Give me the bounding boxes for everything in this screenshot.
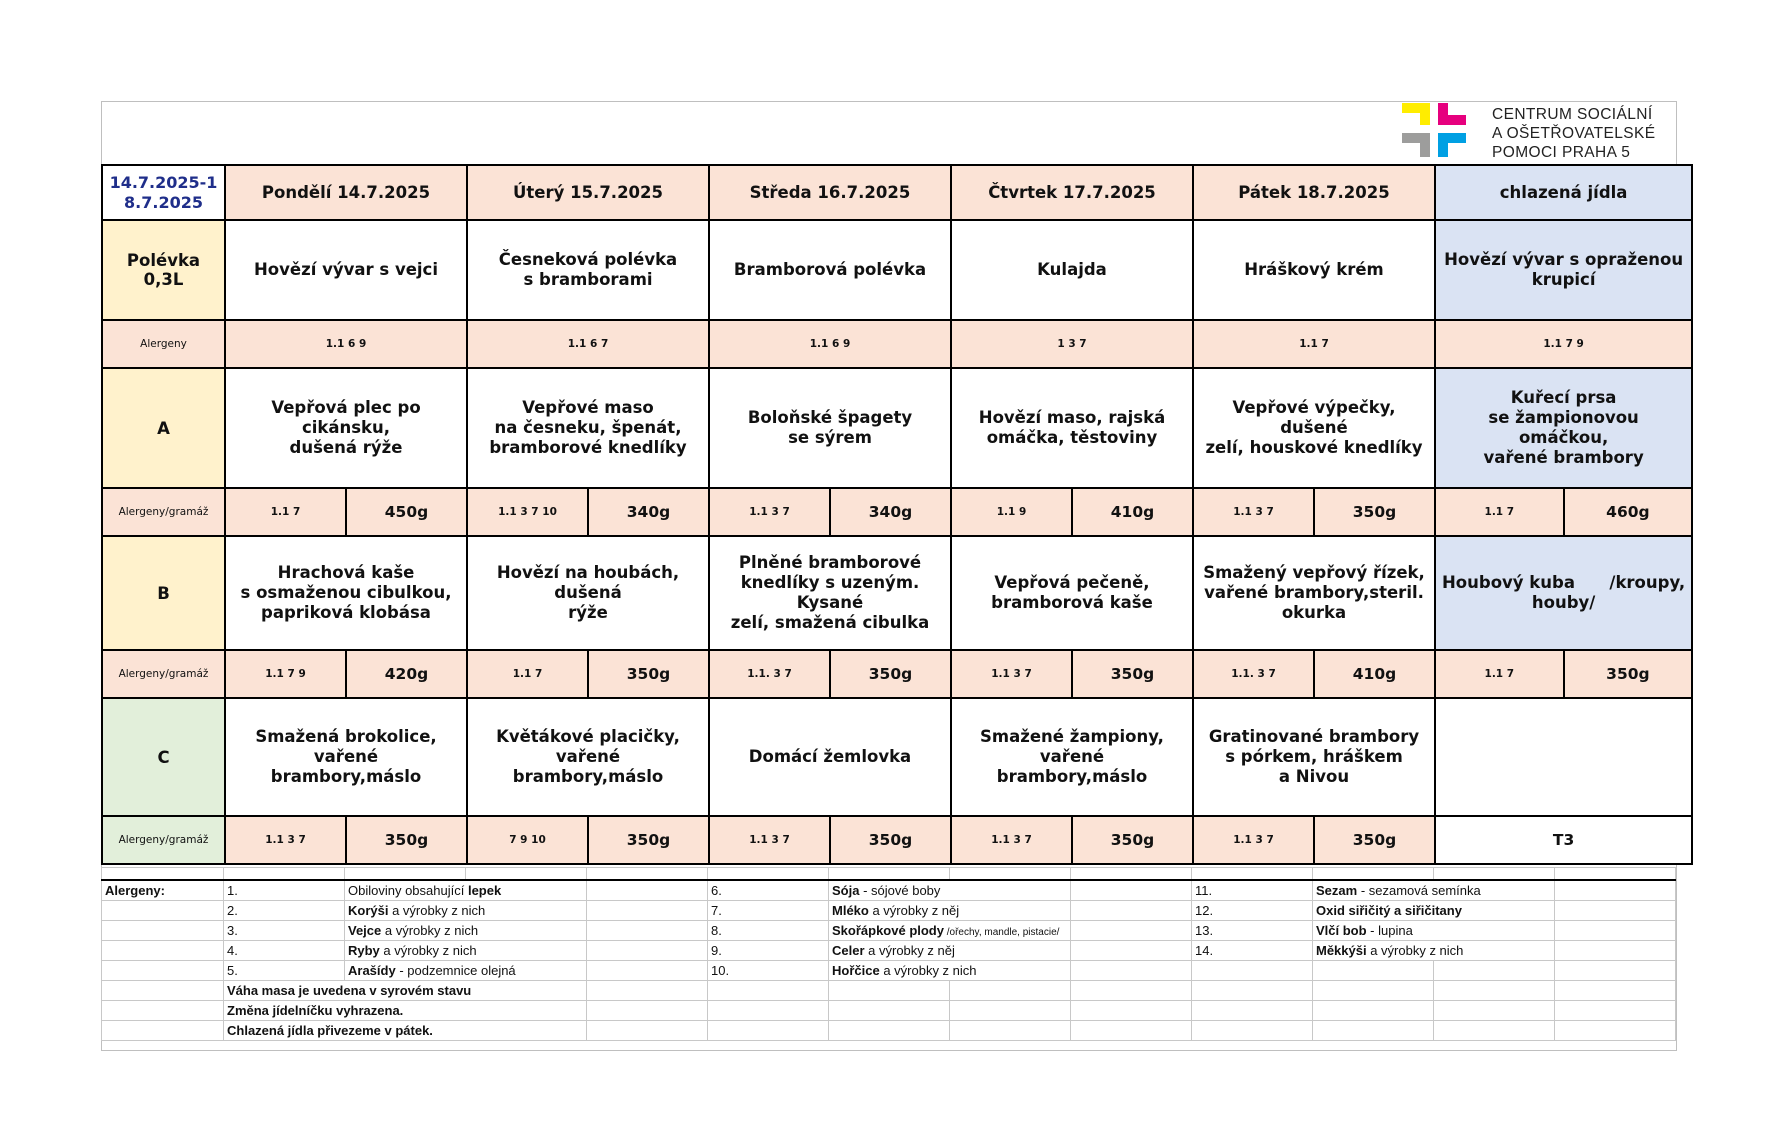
dish-line: okurka (1281, 603, 1347, 622)
dish-line: Hovězí vývar s opraženou (1444, 250, 1684, 269)
allergen-value: 1.1 3 7 (709, 816, 830, 864)
allergen-desc (345, 941, 587, 961)
allergen-value: 1.1 9 (951, 488, 1072, 536)
allergen-name: Skořápkové plody (832, 923, 944, 938)
grid-cell (1192, 1021, 1313, 1041)
gram-value: 350g (346, 816, 467, 864)
grid-cell (1555, 880, 1676, 901)
grid-cell (1555, 1001, 1676, 1021)
allergen-number: 4. (224, 941, 345, 961)
dish-line: Hrachová kaše (277, 563, 415, 582)
grid-cell (1555, 1021, 1676, 1041)
dish-line: Smažené žampiony, vařené (980, 727, 1164, 766)
gram-value: 350g (1314, 488, 1435, 536)
allergen-text: a výrobky z nich (381, 923, 479, 938)
soup-dish (225, 220, 467, 320)
allergen-number: 9. (708, 941, 829, 961)
soup-label-line-1: Polévka (126, 251, 201, 270)
meal-dish (1193, 368, 1435, 488)
allergen-number: 2. (224, 901, 345, 921)
note-cold-delivery: Chlazená jídla přivezeme v pátek. (224, 1021, 587, 1041)
dish-line: Domácí žemlovka (748, 747, 912, 766)
meal-dish (1193, 536, 1435, 650)
allergen-value: 1.1. 3 7 (1193, 650, 1314, 698)
dish-line: Hráškový krém (1244, 260, 1384, 279)
dish-line: Plněné bramborové (738, 553, 922, 572)
dish-line: Vepřové maso (522, 398, 654, 417)
allergen-name: Vejce (348, 923, 382, 938)
grid-cell (1434, 961, 1555, 981)
allergen-number: 6. (708, 880, 829, 901)
gram-value: 460g (1564, 488, 1693, 536)
grid-cell (1434, 1021, 1555, 1041)
grid-cell (102, 1021, 224, 1041)
note-row (102, 1021, 1676, 1041)
grid-cell (1071, 1021, 1192, 1041)
allergen-text: - sójové boby (859, 883, 941, 898)
grid-cell (1192, 981, 1313, 1001)
allergen-desc (829, 941, 1071, 961)
allergen-number: 3. (224, 921, 345, 941)
dish-line: s pórkem, hráškem (1225, 747, 1403, 766)
meal-b-row (102, 536, 1692, 650)
gram-value: 350g (830, 650, 951, 698)
gram-value: 450g (346, 488, 467, 536)
grid-cell (1434, 868, 1555, 881)
allergen-desc (345, 901, 587, 921)
grid-cell (587, 961, 708, 981)
allergen-value: 1.1 3 7 (951, 650, 1072, 698)
grid-cell (1071, 961, 1192, 981)
dish-line: bramborová kaše (991, 593, 1153, 612)
dish-line: s bramborami (523, 270, 653, 289)
soup-dish (1193, 220, 1435, 320)
meal-label: A (102, 368, 225, 488)
allergen-name: Korýši (348, 903, 389, 918)
grid-cell (587, 1001, 708, 1021)
note-row (102, 981, 1676, 1001)
grid-cell (587, 941, 708, 961)
allergen-text: - sezamová semínka (1357, 883, 1481, 898)
allergen-gram-label: Alergeny/gramáž (102, 816, 225, 864)
grid-cell (102, 1001, 224, 1021)
allergen-desc (1313, 880, 1555, 901)
grid-cell (1071, 1001, 1192, 1021)
legend-row (102, 901, 1676, 921)
dish-line: Hovězí maso, rajská (978, 408, 1166, 427)
allergen-value: 1.1 6 7 (467, 320, 709, 368)
dish-line: Kuřecí prsa (1510, 388, 1617, 407)
grid-cell (1555, 921, 1676, 941)
gram-value: 410g (1314, 650, 1435, 698)
allergen-text: a výrobky z nich (379, 943, 477, 958)
dish-line: zelí, smažená cibulka (730, 613, 930, 632)
dish-line: Vepřová plec po cikánsku, (271, 398, 421, 437)
allergen-number: 14. (1192, 941, 1313, 961)
meal-dish (225, 698, 467, 816)
day-header-monday: Pondělí 14.7.2025 (225, 165, 467, 220)
allergen-value: 1.1 3 7 10 (467, 488, 588, 536)
allergen-desc (345, 880, 587, 901)
allergen-name: Oxid siřičitý a siřičitany (1316, 903, 1462, 918)
legend-row (102, 880, 1676, 901)
grid-cell (587, 981, 708, 1001)
gram-value: 350g (588, 816, 709, 864)
grid-cell (1071, 901, 1192, 921)
allergen-number: 5. (224, 961, 345, 981)
grid-cell (102, 868, 224, 881)
day-header-thursday: Čtvrtek 17.7.2025 (951, 165, 1193, 220)
meal-dish (1435, 536, 1692, 650)
dish-line: Gratinované brambory (1208, 727, 1420, 746)
dish-line: se žampionovou omáčkou, (1488, 408, 1639, 447)
dish-line: rýže (568, 603, 608, 622)
meal-dish (225, 368, 467, 488)
allergen-number: 12. (1192, 901, 1313, 921)
day-header-wednesday: Středa 16.7.2025 (709, 165, 951, 220)
gram-value: 420g (346, 650, 467, 698)
allergen-name: Arašídy (348, 963, 396, 978)
grid-cell (1313, 868, 1434, 881)
allergen-text: Obiloviny obsahující (348, 883, 468, 898)
dish-line: zelí, houskové knedlíky (1205, 438, 1423, 457)
dish-line: Smažená brokolice, vařené (255, 727, 437, 766)
meal-dish (709, 698, 951, 816)
gram-value: 410g (1072, 488, 1193, 536)
allergen-value: 1.1. 3 7 (709, 650, 830, 698)
meal-a-row (102, 368, 1692, 488)
dish-line: papriková klobása (261, 603, 431, 622)
gram-value: 350g (1314, 816, 1435, 864)
allergen-number: 1. (224, 880, 345, 901)
grid-cell (950, 1001, 1071, 1021)
allergen-name: Celer (832, 943, 865, 958)
allergen-value: 7 9 10 (467, 816, 588, 864)
logo-text (1492, 105, 1655, 162)
gram-value: 350g (1072, 650, 1193, 698)
dish-line: Boloňské špagety (747, 408, 913, 427)
gram-value: 340g (588, 488, 709, 536)
soup-label-line-2: 0,3L (143, 270, 184, 289)
cold-meal-note: T3 (1435, 816, 1692, 864)
allergen-name: Sója (832, 883, 860, 898)
logo-line-1: CENTRUM SOCIÁLNÍ (1492, 106, 1653, 123)
allergen-text: - lupina (1366, 923, 1413, 938)
dish-line: omáčka, těstoviny (986, 428, 1158, 447)
dish-line: a Nivou (1278, 767, 1350, 786)
allergen-desc (345, 961, 587, 981)
soup-label (102, 220, 225, 320)
grid-cell (1192, 961, 1313, 981)
allergen-desc (345, 921, 587, 941)
allergen-desc (829, 901, 1071, 921)
grid-cell (102, 901, 224, 921)
meal-b-info-row (102, 650, 1692, 698)
soup-dish (951, 220, 1193, 320)
allergen-name: Sezam (1316, 883, 1358, 898)
grid-cell (1434, 1001, 1555, 1021)
meal-dish (951, 536, 1193, 650)
grid-cell (1071, 868, 1192, 881)
grid-cell (950, 868, 1071, 881)
allergen-desc (829, 921, 1071, 941)
grid-cell (224, 868, 345, 881)
legend-spacer-row (102, 868, 1676, 881)
allergen-value: 1.1 7 (1435, 488, 1564, 536)
allergen-value: 1.1 6 9 (225, 320, 467, 368)
soup-dish (467, 220, 709, 320)
date-range (102, 165, 225, 220)
grid-cell (1313, 1001, 1434, 1021)
dish-line: Vepřová pečeně, (994, 573, 1150, 592)
grid-cell (587, 880, 708, 901)
allergen-desc (829, 961, 1071, 981)
dish-line: bramborové knedlíky (489, 438, 687, 457)
allergen-text: /ořechy, mandle, pistacie/ (943, 927, 1060, 938)
allergen-label: Alergeny (102, 320, 225, 368)
allergen-name: Mléko (832, 903, 869, 918)
meal-c-info-row (102, 816, 1692, 864)
meal-dish (951, 368, 1193, 488)
grid-cell (587, 1021, 708, 1041)
day-header-friday: Pátek 18.7.2025 (1193, 165, 1435, 220)
note-menu-change: Změna jídelníčku vyhrazena. (224, 1001, 587, 1021)
meal-dish (709, 368, 951, 488)
allergen-number: 10. (708, 961, 829, 981)
dish-line: houby/ (1531, 593, 1596, 612)
dish-line: brambory,máslo (270, 767, 422, 786)
legend-row (102, 941, 1676, 961)
allergen-text: a výrobky z nich (879, 963, 977, 978)
legend-row (102, 961, 1676, 981)
allergen-name-suffix: lepek (467, 883, 502, 898)
grid-cell (1555, 981, 1676, 1001)
allergen-number: 7. (708, 901, 829, 921)
dish-line: Houbový kuba /kroupy, (1442, 573, 1686, 592)
dish-line: Česneková polévka (498, 250, 678, 269)
day-header-cold-meals: chlazená jídla (1435, 165, 1692, 220)
header-row (102, 165, 1692, 220)
dish-line: Květákové placičky, vařené (496, 727, 680, 766)
grid-cell (1313, 1021, 1434, 1041)
allergen-value: 1.1 6 9 (709, 320, 951, 368)
allergen-gram-label: Alergeny/gramáž (102, 650, 225, 698)
allergen-value: 1.1 3 7 (709, 488, 830, 536)
dish-line: knedlíky s uzeným. Kysané (740, 573, 920, 612)
allergen-gram-label: Alergeny/gramáž (102, 488, 225, 536)
gram-value: 340g (830, 488, 951, 536)
logo-crosses-icon (1402, 101, 1482, 165)
grid-cell (1192, 1001, 1313, 1021)
dish-line: dušená rýže (289, 438, 403, 457)
gram-value: 350g (588, 650, 709, 698)
grid-cell (708, 1021, 829, 1041)
grid-cell (950, 981, 1071, 1001)
meal-dish (467, 536, 709, 650)
grid-cell (829, 868, 950, 881)
allergen-number: 13. (1192, 921, 1313, 941)
legend-title: Alergeny: (102, 880, 224, 901)
dish-line: Bramborová polévka (733, 260, 927, 279)
allergen-value: 1.1 7 9 (1435, 320, 1692, 368)
grid-cell (1555, 868, 1676, 881)
allergen-number: 8. (708, 921, 829, 941)
grid-cell (1313, 961, 1434, 981)
logo-line-2: A OŠETŘOVATELSKÉ (1492, 125, 1656, 142)
grid-cell (829, 981, 950, 1001)
dish-line: Hovězí vývar s vejci (254, 260, 438, 279)
logo-line-3: POMOCI PRAHA 5 (1492, 144, 1631, 161)
grid-cell (950, 1021, 1071, 1041)
grid-cell (102, 941, 224, 961)
date-range-line-2: 8.7.2025 (124, 192, 203, 212)
grid-cell (1192, 868, 1313, 881)
meal-a-info-row (102, 488, 1692, 536)
allergen-name: Ryby (348, 943, 380, 958)
dish-line: vařené brambory,steril. (1204, 583, 1424, 602)
grid-cell (829, 1021, 950, 1041)
meal-label: B (102, 536, 225, 650)
dish-line: Kulajda (1037, 260, 1107, 279)
allergen-value: 1.1 7 (225, 488, 346, 536)
grid-cell (102, 961, 224, 981)
allergen-value: 1.1 7 9 (225, 650, 346, 698)
grid-cell (102, 921, 224, 941)
weekly-menu-table (101, 164, 1693, 865)
soup-row (102, 220, 1692, 320)
dish-line: vařené brambory (1483, 448, 1644, 467)
dish-line: brambory,máslo (512, 767, 664, 786)
allergen-value: 1.1 3 7 (1193, 816, 1314, 864)
grid-cell (708, 1001, 829, 1021)
grid-cell (345, 868, 466, 881)
soup-dish (709, 220, 951, 320)
allergen-text: a výrobky z něj (868, 903, 960, 918)
grid-cell (1555, 961, 1676, 981)
allergen-name: Hořčice (832, 963, 880, 978)
allergen-value: 1.1 7 (1193, 320, 1435, 368)
meal-dish-empty (1435, 698, 1692, 816)
allergen-desc (1313, 941, 1555, 961)
allergen-text: a výrobky z nich (1366, 943, 1464, 958)
meal-dish (951, 698, 1193, 816)
dish-line: Vepřové výpečky, dušené (1232, 398, 1396, 437)
grid-cell (1071, 921, 1192, 941)
grid-cell (1071, 941, 1192, 961)
grid-cell (1313, 981, 1434, 1001)
soup-allergen-row (102, 320, 1692, 368)
grid-cell (102, 981, 224, 1001)
allergen-text: a výrobky z nich (388, 903, 486, 918)
allergen-desc (1313, 901, 1555, 921)
dish-line: Smažený vepřový řízek, (1203, 563, 1425, 582)
note-raw-weight: Váha masa je uvedena v syrovém stavu (224, 981, 587, 1001)
grid-cell (1555, 901, 1676, 921)
allergen-value: 1.1 7 (1435, 650, 1564, 698)
meal-dish (225, 536, 467, 650)
allergen-desc (1313, 921, 1555, 941)
allergen-value: 1.1 3 7 (225, 816, 346, 864)
gram-value: 350g (830, 816, 951, 864)
meal-label: C (102, 698, 225, 816)
grid-cell (829, 1001, 950, 1021)
legend-row (102, 921, 1676, 941)
allergen-desc (829, 880, 1071, 901)
allergen-text: a výrobky z něj (864, 943, 955, 958)
allergen-value: 1 3 7 (951, 320, 1193, 368)
allergen-value: 1.1 7 (467, 650, 588, 698)
allergen-name: Měkkýši (1316, 943, 1367, 958)
allergen-text: - podzemnice olejná (395, 963, 516, 978)
dish-line: krupicí (1531, 270, 1596, 289)
grid-cell (587, 868, 708, 881)
meal-dish (1193, 698, 1435, 816)
gram-value: 350g (1564, 650, 1693, 698)
grid-cell (1071, 981, 1192, 1001)
grid-cell (466, 868, 587, 881)
meal-dish (467, 368, 709, 488)
gram-value: 350g (1072, 816, 1193, 864)
meal-c-row (102, 698, 1692, 816)
allergen-name: Vlčí bob (1316, 923, 1367, 938)
note-row (102, 1001, 1676, 1021)
grid-cell (587, 921, 708, 941)
dish-line: Hovězí na houbách, dušená (496, 563, 680, 602)
day-header-tuesday: Úterý 15.7.2025 (467, 165, 709, 220)
grid-cell (708, 868, 829, 881)
allergen-value: 1.1 3 7 (951, 816, 1072, 864)
allergen-legend (101, 867, 1676, 1041)
allergen-number: 11. (1192, 880, 1313, 901)
grid-cell (1434, 981, 1555, 1001)
dish-line: s osmaženou cibulkou, (240, 583, 452, 602)
dish-line: brambory,máslo (996, 767, 1148, 786)
grid-cell (1555, 941, 1676, 961)
grid-cell (587, 901, 708, 921)
grid-cell (708, 981, 829, 1001)
grid-cell (1071, 880, 1192, 901)
meal-dish (467, 698, 709, 816)
dish-line: na česneku, špenát, (494, 418, 682, 437)
soup-dish (1435, 220, 1692, 320)
dish-line: se sýrem (788, 428, 872, 447)
meal-dish (1435, 368, 1692, 488)
date-range-line-1: 14.7.2025-1 (109, 172, 218, 192)
allergen-value: 1.1 3 7 (1193, 488, 1314, 536)
meal-dish (709, 536, 951, 650)
